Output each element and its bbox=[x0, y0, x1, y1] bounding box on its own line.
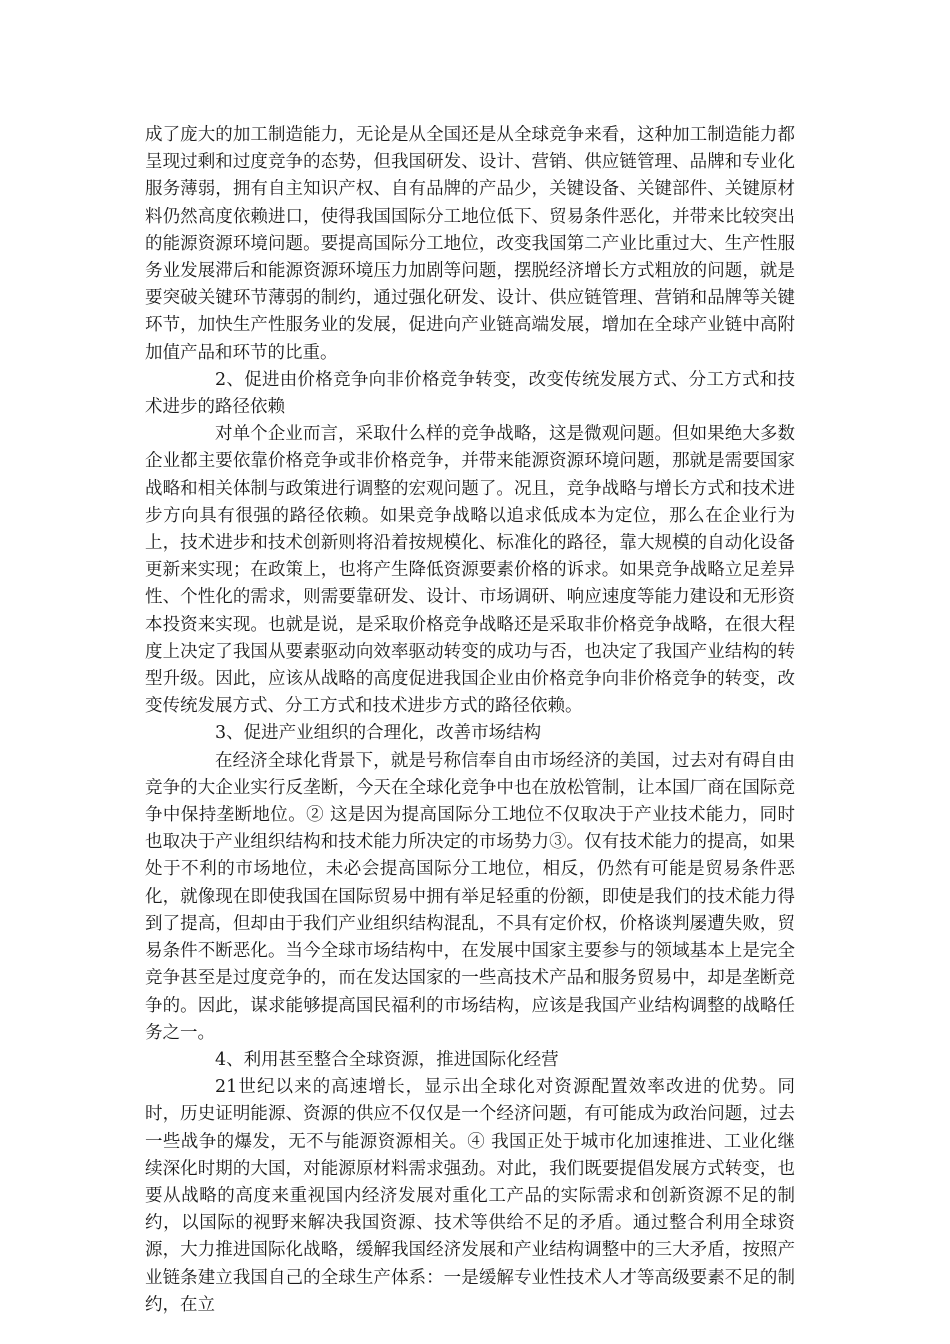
paragraph-intro: 成了庞大的加工制造能力，无论是从全国还是从全球竞争来看，这种加工制造能力都呈现过剩和过度竞争的态势，但我国研发、设计、营销、供应链管理、品牌和专业化服务薄弱，拥有自主知识产权、自有品牌的产品少，关键设备、关键部件、关键原材料仍然高度依赖进口，使得我国国际分工地位低下、贸易条件恶化，并带来比较突出的能源资源环境问题。要提高国际分工地位，改变我国第二产业比重过大、生产性服务业发展滞后和能源资源环境压力加剧等问题，摆脱经济增长方式粗放的问题，就是要突破关键环节薄弱的制约，通过强化研发、设计、供应链管理、营销和品牌等关键环节，加快生产性服务业的发展，促进向产业链高端发展，增加在全球产业链中高附加值产品和环节的比重。 bbox=[145, 125, 795, 363]
section-heading-4: 4、利用甚至整合全球资源，推进国际化经营 bbox=[215, 1049, 559, 1070]
paragraph-section-3: 在经济全球化背景下，就是号称信奉自由市场经济的美国，过去对有碍自由竞争的大企业实行反垄断，今天在全球化竞争中也在放松管制，让本国厂商在国际竞争中保持垄断地位。② 这是因为提高国际分工地位不仅取决于产业技术能力，同时也取决于产业组织结构和技术能力所决定的市场势力③。仅有技术能力的提高，如果处于不利的市场地位，未必会提高国际分工地位，相反，仍然有可能是贸易条件恶化，就像现在即使我国在国际贸易中拥有举足轻重的份额，即使是我们的技术能力得到了提高，但却由于我们产业组织结构混乱，不具有定价权，价格谈判屡遭失败，贸易条件不断恶化。当今全球市场结构中，在发展中国家主要参与的领域基本上是完全竞争甚至是过度竞争的，而在发达国家的一些高技术产品和服务贸易中，却是垄断竞争的。因此，谋求能够提高国民福利的市场结构，应该是我国产业结构调整的战略任务之一。 bbox=[145, 750, 795, 1043]
section-heading-3: 3、促进产业组织的合理化，改善市场结构 bbox=[215, 723, 542, 744]
document-body bbox=[145, 122, 795, 1319]
paragraph-section-4: 21世纪以来的高速增长，显示出全球化对资源配置效率改进的优势。同时，历史证明能源、资源的供应不仅仅是一个经济问题，有可能成为政治问题，过去一些战争的爆发，无不与能源资源相关。④ 我国正处于城市化加速推进、工业化继续深化时期的大国，对能源原材料需求强劲。对此，我们既要提倡发展方式转变，也要从战略的高度来重视国内经济发展对重化工产品的实际需求和创新资源不足的制约，以国际的视野来解决我国资源、技术等供给不足的矛盾。通过整合利用全球资源，大力推进国际化战略，缓解我国经济发展和产业结构调整中的三大矛盾，按照产业链条建立我国自己的全球生产体系：一是缓解专业性技术人才等高级要素不足的制约，在立 bbox=[145, 1077, 795, 1315]
section-heading-2: 2、促进由价格竞争向非价格竞争转变，改变传统发展方式、分工方式和技术进步的路径依赖 bbox=[145, 369, 795, 418]
paragraph-section-2: 对单个企业而言，采取什么样的竞争战略，这是微观问题。但如果绝大多数企业都主要依靠价格竞争或非价格竞争，并带来能源资源环境问题，那就是需要国家战略和相关体制与政策进行调整的宏观问题了。况且，竞争战略与增长方式和技术进步方向具有很强的路径依赖。如果竞争战略以追求低成本为定位，那么在企业行为上，技术进步和技术创新则将沿着按规模化、标准化的路径，靠大规模的自动化设备更新来实现；在政策上，也将产生降低资源要素价格的诉求。如果竞争战略立足差异性、个性化的需求，则需要靠研发、设计、市场调研、响应速度等能力建设和无形资本投资来实现。也就是说，是采取价格竞争战略还是采取非价格竞争战略，在很大程度上决定了我国从要素驱动向效率驱动转变的成功与否，也决定了我国产业结构的转型升级。因此，应该从战略的高度促进我国企业由价格竞争向非价格竞争的转变，改变传统发展方式、分工方式和技术进步方式的路径依赖。 bbox=[145, 424, 795, 717]
